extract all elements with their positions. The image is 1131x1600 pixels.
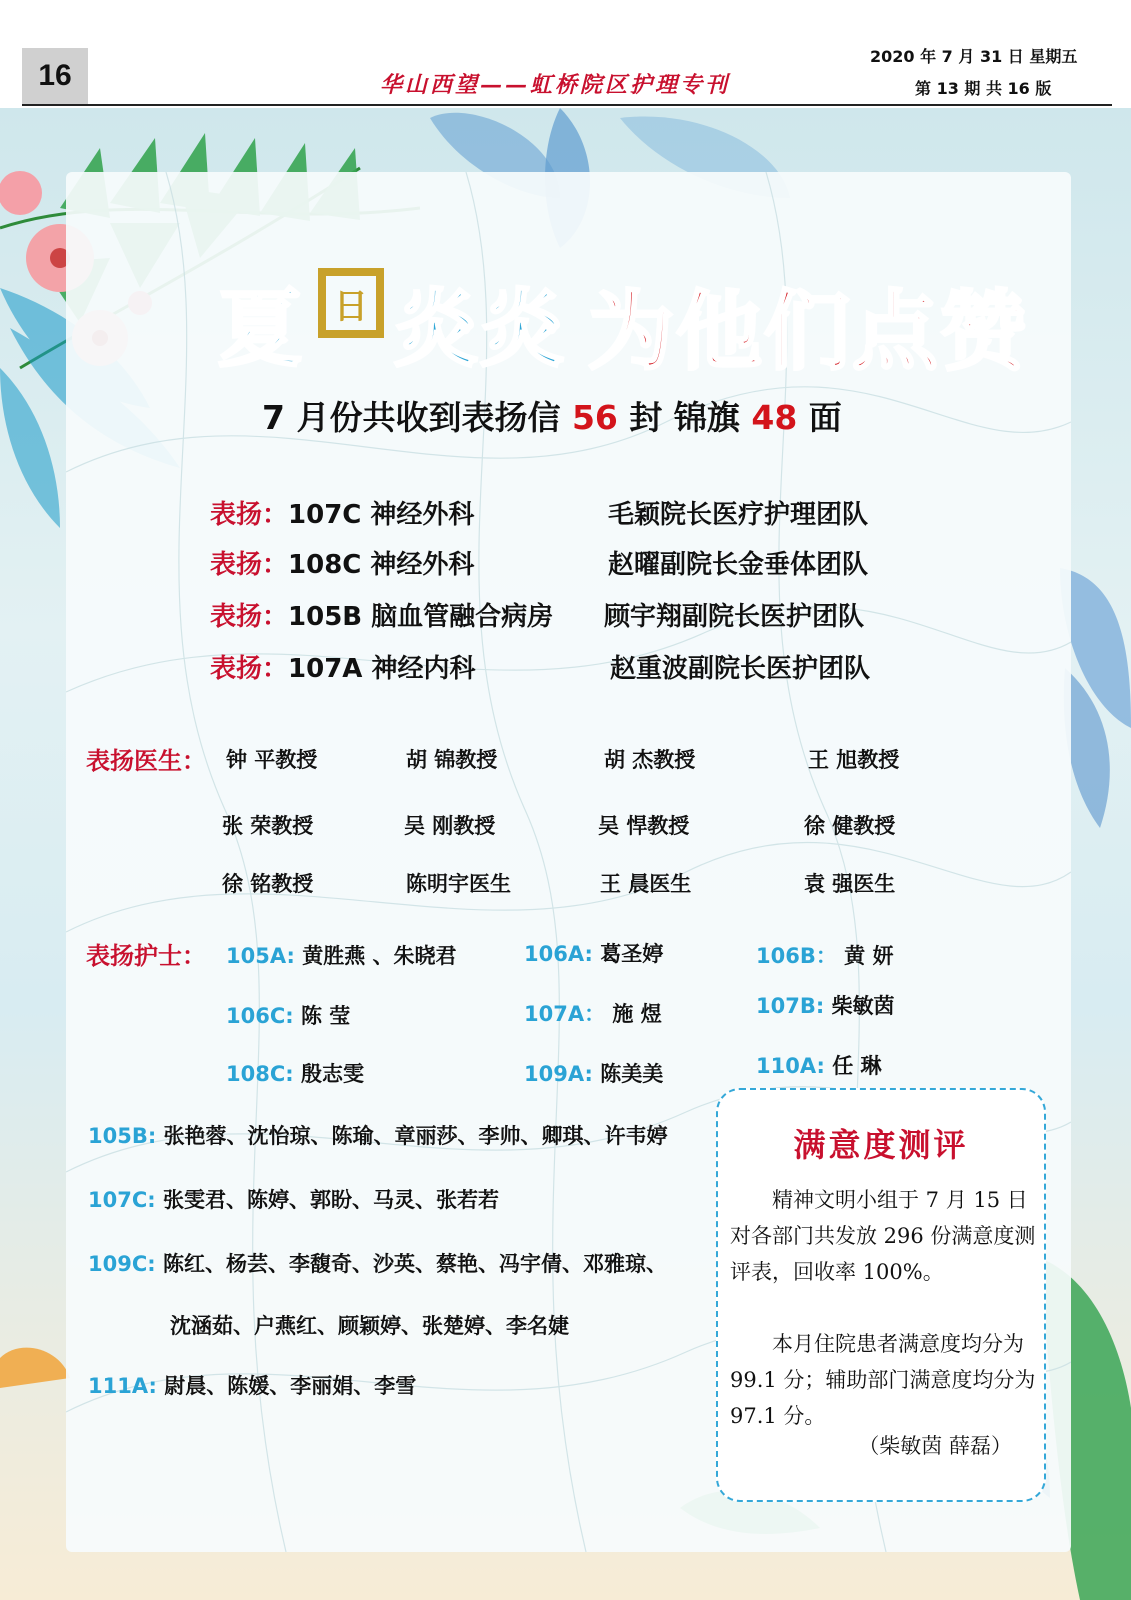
nurse-names: 陈美美 xyxy=(600,1062,664,1086)
nurse-line xyxy=(88,1248,667,1278)
doctor-name: 胡 锦教授 xyxy=(406,748,498,772)
nurse-entry xyxy=(524,998,662,1028)
praise-department: 105B 脑血管融合病房 xyxy=(288,602,554,632)
ward-code: 106B： xyxy=(756,944,837,968)
nurse-entry xyxy=(226,940,457,970)
praise-row xyxy=(210,494,869,531)
nurse-names: 张雯君、陈婷、郭盼、马灵、张若若 xyxy=(162,1188,499,1212)
praise-team: 赵曜副院长金垂体团队 xyxy=(608,550,869,580)
praise-label: 表扬： xyxy=(210,500,289,530)
praise-department: 108C 神经外科 xyxy=(288,550,475,580)
banners-count: 48 xyxy=(751,398,798,437)
praise-team: 顾宇翔副院长医护团队 xyxy=(604,602,865,632)
doctor-name: 王 旭教授 xyxy=(808,748,900,772)
nurse-entry xyxy=(524,1058,663,1088)
ward-code: 111A: xyxy=(88,1374,157,1398)
nurse-line xyxy=(88,1370,416,1400)
ward-code: 107C: xyxy=(88,1188,156,1212)
satisfaction-paragraph-1: 精神文明小组于 7 月 15 日对各部门共发放 296 份满意度测评表，回收率 100%。 xyxy=(730,1188,1036,1284)
headline-summer: 夏 xyxy=(218,280,305,378)
nurse-names: 施 煜 xyxy=(612,1002,662,1026)
nurse-names: 沈涵茹、户燕红、顾颖婷、张楚婷、李名婕 xyxy=(170,1314,569,1338)
doctors-label: 表扬医生： xyxy=(86,747,206,775)
ward-code: 105A: xyxy=(226,944,295,968)
praise-row xyxy=(210,648,871,685)
praise-team: 赵重波副院长医护团队 xyxy=(610,654,871,684)
doctor-name: 袁 强医生 xyxy=(804,872,896,896)
summary-mid: 封 锦旗 xyxy=(617,398,752,437)
nurse-line xyxy=(88,1184,499,1214)
nurse-names: 任 琳 xyxy=(832,1054,882,1078)
headline-hot: 炎炎 xyxy=(394,280,567,378)
nurse-names: 陈 莹 xyxy=(300,1004,351,1028)
nurse-entry xyxy=(756,990,895,1020)
nurse-names: 张艳蓉、沈怡琼、陈瑜、章丽莎、李帅、卿琪、许韦婷 xyxy=(163,1124,668,1148)
nurse-entry xyxy=(226,1058,364,1088)
nurse-names: 殷志雯 xyxy=(300,1062,364,1086)
praise-label: 表扬： xyxy=(210,550,289,580)
nurse-names: 柴敏茵 xyxy=(831,994,895,1018)
satisfaction-title: 满意度测评 xyxy=(793,1126,969,1164)
doctor-name: 王 晨医生 xyxy=(600,872,692,896)
nurse-line xyxy=(170,1310,569,1340)
summary-suffix: 面 xyxy=(797,398,842,437)
doctor-name: 胡 杰教授 xyxy=(604,748,696,772)
headline-praise: 为他们点赞 xyxy=(588,282,1028,382)
ward-code: 109A: xyxy=(524,1062,593,1086)
doctor-name: 吴 悍教授 xyxy=(598,814,690,838)
ward-code: 105B: xyxy=(88,1124,157,1148)
nurse-entry xyxy=(524,938,663,968)
satisfaction-box xyxy=(716,1088,1046,1502)
doctor-name: 钟 平教授 xyxy=(226,748,318,772)
nurse-names: 尉晨、陈媛、李丽娟、李雪 xyxy=(164,1374,417,1398)
doctor-name: 徐 铭教授 xyxy=(222,872,314,896)
ward-code: 106A: xyxy=(524,942,593,966)
praise-row xyxy=(210,596,865,633)
doctor-name: 徐 健教授 xyxy=(804,814,896,838)
satisfaction-paragraph-2: 本月住院患者满意度均分为 99.1 分；辅助部门满意度均分为 97.1 分。 xyxy=(730,1332,1036,1428)
ward-code: 107B: xyxy=(756,994,825,1018)
publication-title: 华山西望——虹桥院区护理专刊 xyxy=(380,72,731,98)
satisfaction-signature: （柴敏茵 薛磊） xyxy=(858,1434,1012,1458)
issue-date: 2020 年 7 月 31 日 星期五 xyxy=(870,47,1078,66)
ward-code: 109C: xyxy=(88,1252,156,1276)
page-number: 16 xyxy=(22,48,88,104)
praise-label: 表扬： xyxy=(210,654,289,684)
doctor-name: 吴 刚教授 xyxy=(404,814,496,838)
nurse-names: 陈红、杨芸、李馥奇、沙英、蔡艳、冯宇倩、邓雅琼、 xyxy=(162,1252,667,1276)
nurse-line xyxy=(88,1120,668,1150)
nurse-names: 葛圣婷 xyxy=(600,942,664,966)
nurses-label: 表扬护士： xyxy=(86,942,206,970)
doctor-name: 陈明宇医生 xyxy=(406,872,511,896)
ward-code: 110A: xyxy=(756,1054,825,1078)
praise-summary xyxy=(262,392,842,439)
nurse-entry xyxy=(756,940,893,970)
praise-department: 107C 神经外科 xyxy=(288,500,475,530)
nurse-entry xyxy=(756,1050,882,1080)
doctor-name: 张 荣教授 xyxy=(222,814,314,838)
praise-department: 107A 神经内科 xyxy=(288,654,476,684)
letters-count: 56 xyxy=(571,398,618,437)
praise-row xyxy=(210,544,869,581)
nurse-entry xyxy=(226,1000,350,1030)
nurse-names: 黄 妍 xyxy=(844,944,894,968)
issue-number: 第 13 期 共 16 版 xyxy=(915,79,1052,98)
ward-code: 106C: xyxy=(226,1004,294,1028)
ward-code: 108C: xyxy=(226,1062,294,1086)
praise-team: 毛颖院长医疗护理团队 xyxy=(608,500,869,530)
page-header xyxy=(0,0,1131,110)
nurse-names: 黄胜燕 、朱晓君 xyxy=(302,944,457,968)
ward-code: 107A： xyxy=(524,1002,606,1026)
headline-day-box: 日 xyxy=(318,268,384,338)
header-rule xyxy=(22,104,1112,106)
praise-label: 表扬： xyxy=(210,602,289,632)
summary-prefix: 7 月份共收到表扬信 xyxy=(262,398,572,437)
